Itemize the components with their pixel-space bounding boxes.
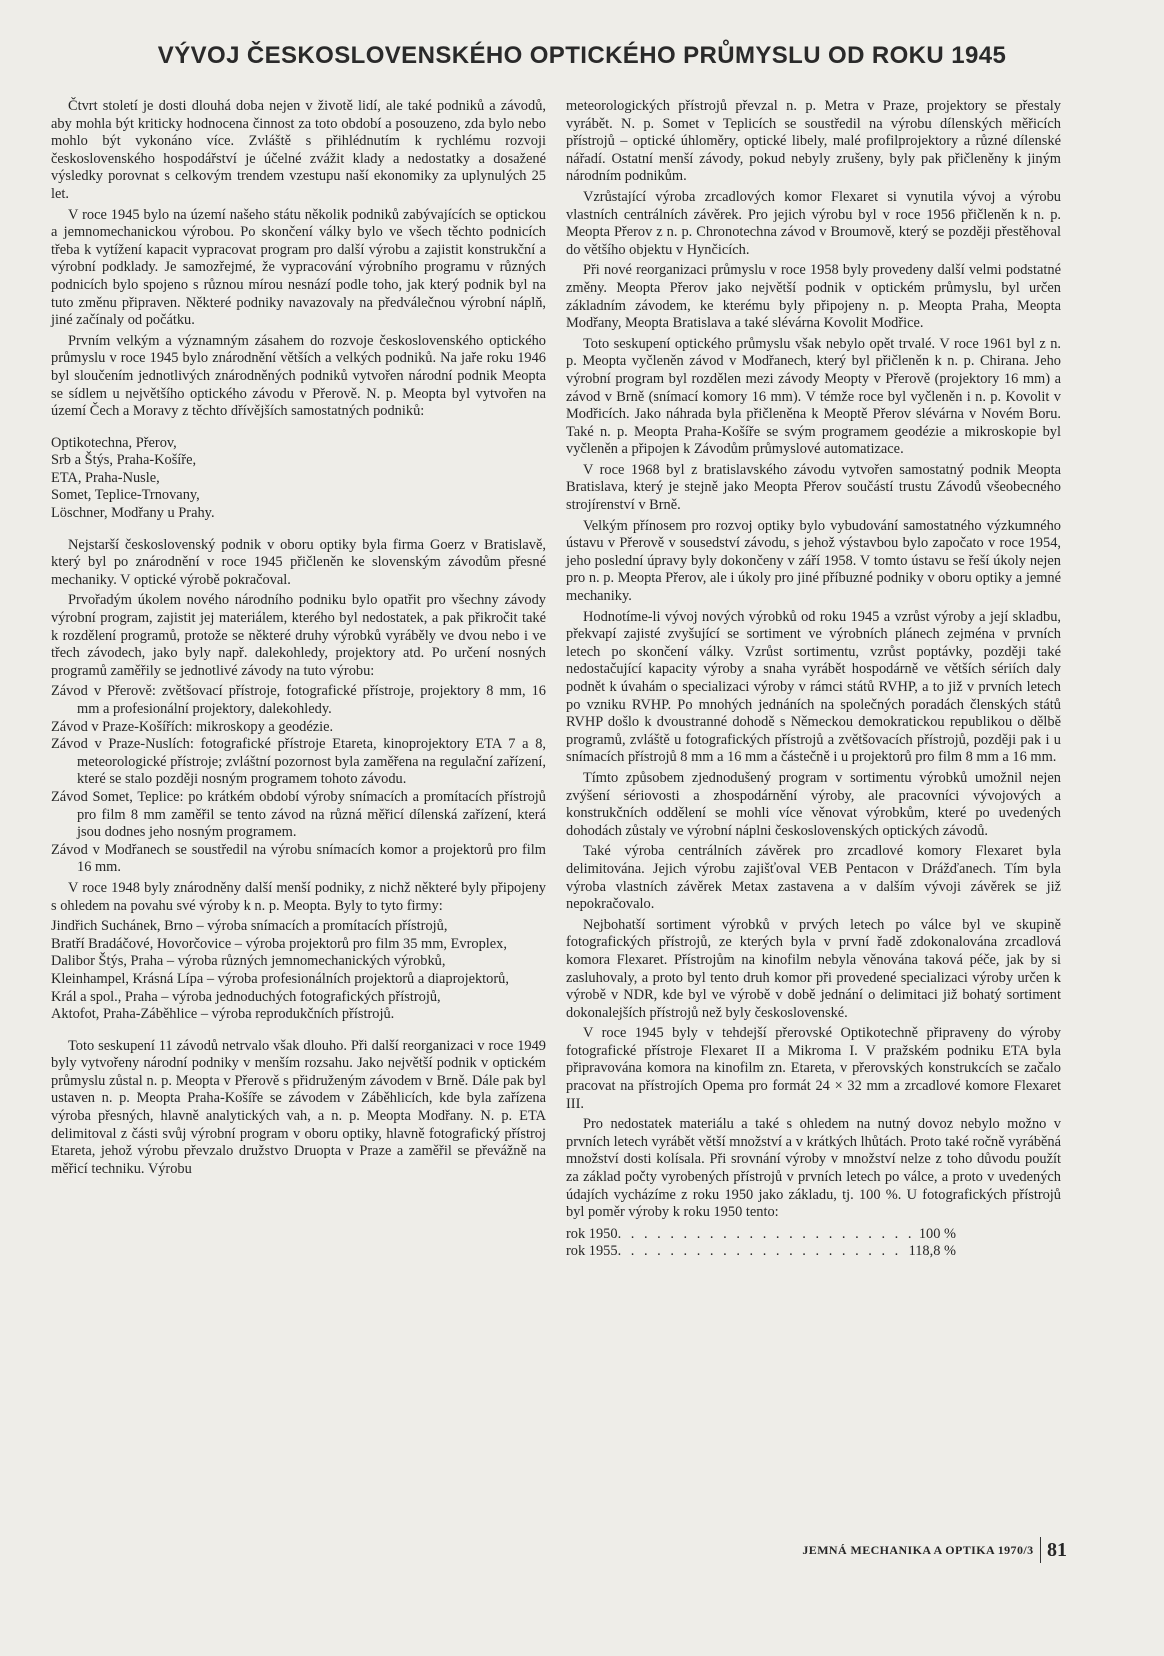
paragraph: Také výroba centrálních závěrek pro zrcadlové komory Flexaret byla delimitována. Jejich výrobu zajišťoval VEB Pentacon v Drážďanech. Tím byla výroba vlastních závěrek Metax zastavena a v dalším vývoji závěrek se již nepokračovalo. <box>566 843 1061 913</box>
paragraph: Velkým přínosem pro rozvoj optiky bylo vybudování samostatného výzkumného ústavu v Přerově v sousedství závodu, s jehož výstavbou bylo započato v roce 1954, jeho poslední úpravy byly dokončeny v září 1958. V tomto ústavu se řeší úkoly nejen pro n. p. Meopta Přerov, ale i úkoly pro jiné příbuzné podniky v oboru optiky a jemné mechaniky. <box>566 517 1061 605</box>
paragraph: Čtvrt století je dosti dlouhá doba nejen v životě lidí, ale také podniků a závodů, aby mohla být kriticky hodnocena činnost za toto období a posouzeno, zda bylo nebo mohlo být vykonáno více. Zvláště s přihlédnutím k rychlému rozvoji československého hospodářství je účelné zvážit klady a nedostatky a dosažené výsledky porovnat s celkovým trendem vzestupu naší ekonomiky za uplynulých 25 let. <box>51 98 546 202</box>
list-item: Optikotechna, Přerov, <box>51 434 177 451</box>
list-item: Závod v Praze-Nuslích: fotografické přístroje Etareta, kinoprojektory ETA 7 a 8, meteorologické přístroje; zvláštní pozornost byla zaměřena na regulační zařízení, které se stalo později nosným programem tohoto závodu. <box>51 736 546 788</box>
paragraph: V roce 1968 byl z bratislavského závodu vytvořen samostatný podnik Meopta Bratislava, který je stejně jako Meopta Přerov součástí trustu Závodů všeobecného strojírenství v Brně. <box>566 461 1061 514</box>
paragraph: Prvním velkým a významným zásahem do rozvoje československého optického průmyslu v roce 1945 bylo znárodnění větších a velkých podniků. Na jaře roku 1946 byl sloučením jednotlivých znárodněných podniků vytvořen národní podnik Meopta se sídlem u největšího optického závodu v Přerově. N. p. Meopta byl vytvořen na území Čech a Moravy z těchto dřívějších samostatných podniků: <box>51 332 546 420</box>
list-item: Král a spol., Praha – výroba jednoduchých fotografických přístrojů, <box>51 988 441 1005</box>
ratio-value: 118,8 % <box>908 1243 956 1260</box>
paragraph: Vzrůstající výroba zrcadlových komor Flexaret si vynutila vývoj a výrobu vlastních centrálních závěrek. Pro jejich výrobu byl v roce 1956 přičleněn k n. p. Meopta Přerov z n. p. Chronotechna závod v Broumově, který se později přestěhoval do většího objektu v Hynčicích. <box>566 188 1061 258</box>
paragraph: V roce 1948 byly znárodněny další menší podniky, z nichž některé byly připojeny s ohledem na povahu své výroby k n. p. Meopta. Byly to tyto firmy: <box>51 879 546 914</box>
page-footer <box>802 1537 1067 1563</box>
list-item: Závod v Modřanech se soustředil na výrobu snímacích komor a projektorů pro film 16 mm. <box>51 841 546 876</box>
journal-name: JEMNÁ MECHANIKA A OPTIKA 1970/3 <box>802 1542 1034 1557</box>
list-item: Dalibor Štýs, Praha – výroba různých jemnomechanických výrobků, <box>51 953 446 970</box>
paragraph: Toto seskupení optického průmyslu však nebylo opět trvalé. V roce 1961 byl z n. p. Meopta vyčleněn závod v Modřanech, který byl přičleněn k n. p. Chirana. Jeho výrobní program byl rozdělen mezi závody Meopty v Přerově (projektory 16 mm) a závod v Brně (snímací komory 16 mm). V témže roce byl vyčleněn i n. p. Kovolit v Modřicích. Jako náhrada byla přičleněna k Meoptě Přerov slévárna v Novém Boru. Také n. p. Meopta Praha-Košíře se svým programem geodézie a mikroskopie byl vyčleněn a připojen k Závodům průmyslové automatizace. <box>566 335 1061 458</box>
paragraph: Při nové reorganizaci průmyslu v roce 1958 byly provedeny další velmi podstatné změny. Meopta Přerov jako největší podnik v optickém průmyslu, byl určen základním závodem, ke kterému byly připojeny n. p. Meopta Praha, Meopta Modřany, Meopta Bratislava a také slévárna Kovolit Modřice. <box>566 262 1061 332</box>
ratio-value: 100 % <box>918 1225 956 1242</box>
list-item: ETA, Praha-Nusle, <box>51 469 160 486</box>
footer-divider <box>1040 1537 1042 1563</box>
right-column <box>566 98 1061 1261</box>
founder-list <box>51 435 546 523</box>
paragraph: Prvořadým úkolem nového národního podniku bylo opatřit pro všechny závody výrobní program, zajistit jej materiálem, kterého byl nedostatek, a pak přikročit také k rozdělení programů, protože se některé druhy výrobků vyráběly ve dvou nebo i ve třech závodech, jako byly např. dalekohledy, projektory atd. Po určení nosných programů zaměřily se jednotlivé závody na tuto výrobu: <box>51 592 546 679</box>
list-item: Srb a Štýs, Praha-Košíře, <box>51 452 197 469</box>
paragraph: Nejstarší československý podnik v oboru optiky byla firma Goerz v Bratislavě, který byl po znárodnění v roce 1945 přičleněn ke slovenským závodům přesné mechaniky. V optické výrobě pokračoval. <box>51 536 546 588</box>
list-item: Kleinhampel, Krásná Lípa – výroba profesionálních projektorů a diaprojektorů, <box>51 970 509 987</box>
list-item: Závod Somet, Teplice: po krátkém období výroby snímacích a promítacích přístrojů pro film 8 mm zaměřil se tento závod na různá měřicí dílenská zařízení, která jsou dodnes jeho nosným programem. <box>51 788 546 841</box>
firm-list <box>51 918 546 1024</box>
article-title: VÝVOJ ČESKOSLOVENSKÉHO OPTICKÉHO PRŮMYSLU OD ROKU 1945 <box>157 42 1007 69</box>
paragraph: Pro nedostatek materiálu a také s ohledem na nutný dovoz nebylo možno v prvních letech vyrábět větší množství a v krátkých lhůtách. Proto také ročně vyráběná množství dosti kolísala. Při srovnání výroby v množství nelze z toho důvodu použít za základ počty vyrobených přístrojů v prvních letech po válce, a proto v uvedených údajích vycházíme z roku 1950 jako základu, tj. 100 %. U fotografických přístrojů byl poměr výroby k roku 1950 tento: <box>566 1116 1061 1221</box>
paragraph: V roce 1945 byly v tehdejší přerovské Optikotechně připraveny do výroby fotografické přístroje Flexaret II a Mikroma I. V pražském podniku ETA byla připravována komora na kinofilm zn. Etareta, v přerovských konstrukcích se začalo pracovat na přístrojích Opema pro formát 24 × 32 mm a zrcadlové komore Flexaret III. <box>566 1025 1061 1112</box>
paragraph: Tímto způsobem zjednodušený program v sortimentu výrobků umožnil nejen zvýšení sériovosti a zhospodárnění výroby, ale pracovníci vývojových a konstrukčních oddělení se mohli více věnovat výrobkům, které po uvedených dohodách zůstaly ve výrobní náplni československých optických závodů. <box>566 769 1061 839</box>
paragraph: Nejbohatší sortiment výrobků v prvých letech po válce byl ve skupině fotografických přístrojů, ze kterých byla v první řadě zdokonalována zrcadlová komora Flexaret. Přístrojům na kinofilm nebyla věnována taková péče, jak by si zasluhovaly, a proto byl tento druh komor při provedené specializaci výroby určen k výrobě v NDR, kde byl ve výrobě v době jednání o delimitaci již bohatý sortiment dokonalejších přístrojů než byly československé. <box>566 916 1061 1021</box>
list-item: Závod v Praze-Košířích: mikroskopy a geodézie. <box>51 718 334 735</box>
year-label: rok 1955 <box>566 1243 618 1260</box>
list-item <box>566 1226 956 1244</box>
list-item: Aktofot, Praha-Záběhlice – výroba reprodukčních přístrojů. <box>51 1006 395 1023</box>
list-item: Závod v Přerově: zvětšovací přístroje, fotografické přístroje, projektory 8 mm, 16 mm a profesionální projektory, dalekohledy. <box>51 683 546 717</box>
page-number: 81 <box>1047 1538 1067 1561</box>
paragraph: Hodnotíme-li vývoj nových výrobků od roku 1945 a vzrůst výroby a její skladbu, překvapí zajisté zvyšující se sortiment ve výrobních plánech zejména v prvních letech po skončení války. Vzrůst sortimentu, vzrůst poptávky, později také nedostačující kapacity výroby a snaha vyrábět hospodárně ve větších sériích daly podnět k úvahám o specializaci výroby v rámci států RVHP, a to již v prvních letech po vzniku RVHP. Po mnohých jednáních na společných poradách členských států RVHP došlo k dvoustranné dohodě s Německou demokratickou republikou o dělbě programů, zvláště u fotografických přístrojů a zvětšovacích přístrojů, později pak i u snímacích přístrojů 8 mm a 16 mm a částečně i u projektorů pro film 8 mm a 16 mm. <box>566 608 1061 766</box>
paragraph: V roce 1945 bylo na území našeho státu několik podniků zabývajících se optickou a jemnomechanickou výrobou. Po skončení války bylo ve všech těchto podnicích třeba k vytížení kapacit vypracovat program pro další výrobu a zajistit konstrukční a výrobní podklady. Je samozřejmé, že vypracování výrobního programu v různých podnicích bylo spojeno s různou mírou nesnází podle toho, jak který podnik byl na tuto změnu připraven. Některé podniky navazovaly na předválečnou výrobní náplň, jiné začínaly od počátku. <box>51 206 546 329</box>
list-item: Somet, Teplice-Trnovany, <box>51 487 200 504</box>
plant-list <box>51 683 546 877</box>
production-ratio-list <box>566 1226 1061 1261</box>
left-column <box>51 98 546 1181</box>
list-item: Löschner, Modřany u Prahy. <box>51 505 215 522</box>
paragraph: Toto seskupení 11 závodů netrvalo však dlouho. Při další reorganizaci v roce 1949 byly vytvořeny národní podniky v menším rozsahu. Jako největší podnik v optickém průmyslu zůstal n. p. Meopta v Přerově s přidruženým závodem v Brně. Dále pak byl ustaven n. p. Meopta Praha-Košíře se závodem v Záběhlicích, kde byla zařízena výroba přesných, hlavně analytických vah, a n. p. Meopta Modřany. N. p. ETA delimitoval z části svůj výrobní program v oboru optiky, hlavně fotografický přístroj Etareta, jehož výrobu převzalo družstvo Druopta v Praze a zaměřil se převážně na měřicí techniku. Výrobu <box>51 1037 546 1177</box>
paragraph: meteorologických přístrojů převzal n. p. Metra v Praze, projektory se přestaly vyrábět. N. p. Somet v Teplicích se soustředil na výrobu dílenských měřicích přístrojů – optické úhloměry, optické libely, malé profilprojektory a různé dílenské nářadí. Ostatní menší závody, pokud nebyly zrušeny, byly pak přičleněny k jiným národním podnikům. <box>566 98 1061 185</box>
list-item: Bratří Bradáčové, Hovorčovice – výroba projektorů pro film 35 mm, Evroplex, <box>51 935 507 952</box>
year-label: rok 1950 <box>566 1225 618 1242</box>
list-item: Jindřich Suchánek, Brno – výroba snímacích a promítacích přístrojů, <box>51 918 448 935</box>
list-item <box>566 1243 956 1261</box>
